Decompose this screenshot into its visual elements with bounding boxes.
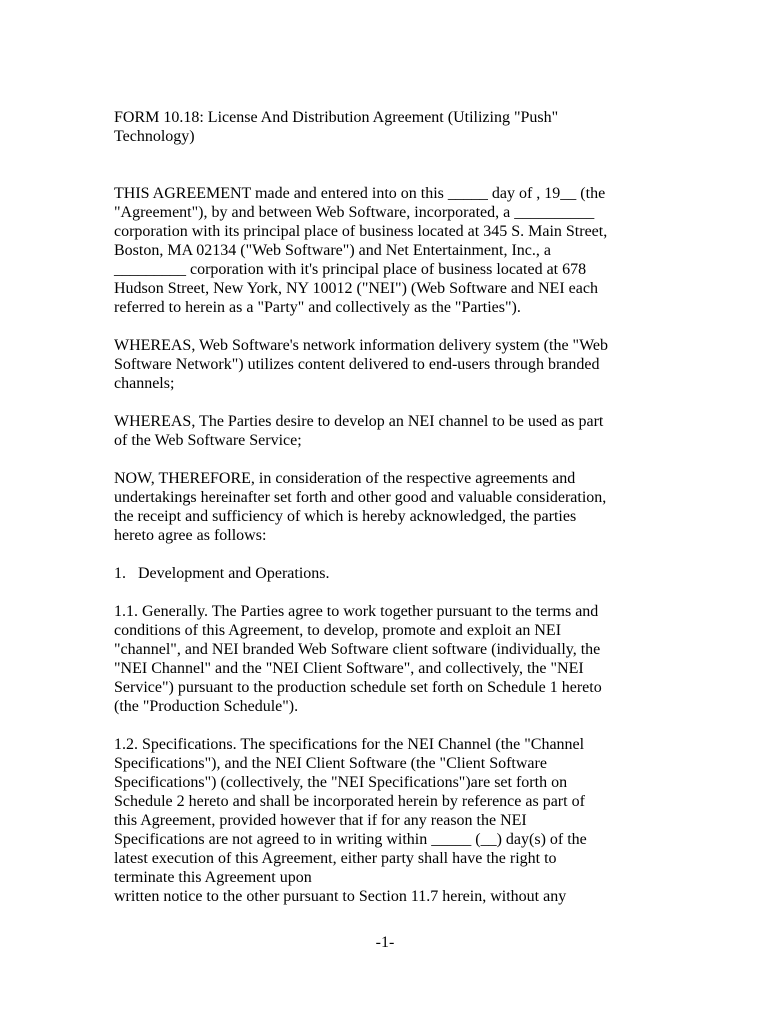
clause-1-1-paragraph	[114, 602, 662, 716]
text-line: undertakings hereinafter set forth and other good and valuable consideration,	[114, 489, 607, 506]
text-line: Hudson Street, New York, NY 10012 ("NEI") (Web Software and NEI each	[114, 280, 598, 297]
whereas-paragraph-1	[114, 336, 662, 393]
title-line: Technology)	[114, 128, 195, 145]
title-line: FORM 10.18: License And Distribution Agreement (Utilizing "Push"	[114, 109, 559, 126]
text-line: THIS AGREEMENT made and entered into on this _____ day of , 19__ (the	[114, 185, 606, 202]
text-line: written notice to the other pursuant to Section 11.7 herein, without any	[114, 888, 567, 905]
now-therefore-paragraph	[114, 469, 662, 545]
preamble-paragraph	[114, 184, 662, 317]
text-line: corporation with its principal place of business located at 345 S. Main Street,	[114, 223, 608, 240]
text-line: 1. Development and Operations.	[114, 565, 330, 582]
text-line: "NEI Channel" and the "NEI Client Software", and collectively, the "NEI	[114, 660, 584, 677]
text-line: "Agreement"), by and between Web Software, incorporated, a __________	[114, 204, 595, 221]
section-heading	[114, 564, 662, 583]
document-title	[114, 108, 662, 146]
text-line: this Agreement, provided however that if for any reason the NEI	[114, 812, 527, 829]
text-line: 1.2. Specifications. The specifications for the NEI Channel (the "Channel	[114, 736, 585, 753]
text-line: of the Web Software Service;	[114, 432, 302, 449]
text-line: (the "Production Schedule").	[114, 698, 299, 715]
text-line: conditions of this Agreement, to develop, promote and exploit an NEI	[114, 622, 562, 639]
text-line: _________ corporation with it's principal place of business located at 678	[114, 261, 587, 278]
text-line: Software Network") utilizes content delivered to end-users through branded	[114, 356, 600, 373]
text-line: 1.1. Generally. The Parties agree to work together pursuant to the terms and	[114, 603, 599, 620]
whereas-paragraph-2	[114, 412, 662, 450]
text-line: channels;	[114, 375, 175, 392]
document-body	[114, 108, 662, 925]
text-line: Specifications are not agreed to in writing within _____ (__) day(s) of the	[114, 831, 587, 848]
text-line: the receipt and sufficiency of which is hereby acknowledged, the parties	[114, 508, 577, 525]
text-line: "channel", and NEI branded Web Software client software (individually, the	[114, 641, 601, 658]
text-line: Service") pursuant to the production schedule set forth on Schedule 1 hereto	[114, 679, 602, 696]
text-line: Boston, MA 02134 ("Web Software") and Net Entertainment, Inc., a	[114, 242, 552, 259]
clause-1-2-paragraph	[114, 735, 662, 906]
page-number: -1-	[375, 934, 395, 951]
text-line: Schedule 2 hereto and shall be incorporated herein by reference as part of	[114, 793, 585, 810]
text-line: NOW, THEREFORE, in consideration of the respective agreements and	[114, 470, 576, 487]
text-line: Specifications"), and the NEI Client Software (the "Client Software	[114, 755, 547, 772]
text-line: WHEREAS, Web Software's network information delivery system (the "Web	[114, 337, 608, 354]
text-line: Specifications") (collectively, the "NEI Specifications")are set forth on	[114, 774, 568, 791]
text-line: hereto agree as follows:	[114, 527, 267, 544]
text-line: terminate this Agreement upon	[114, 869, 312, 886]
text-line: latest execution of this Agreement, either party shall have the right to	[114, 850, 557, 867]
text-line: WHEREAS, The Parties desire to develop an NEI channel to be used as part	[114, 413, 604, 430]
text-line: referred to herein as a "Party" and collectively as the "Parties").	[114, 299, 521, 316]
